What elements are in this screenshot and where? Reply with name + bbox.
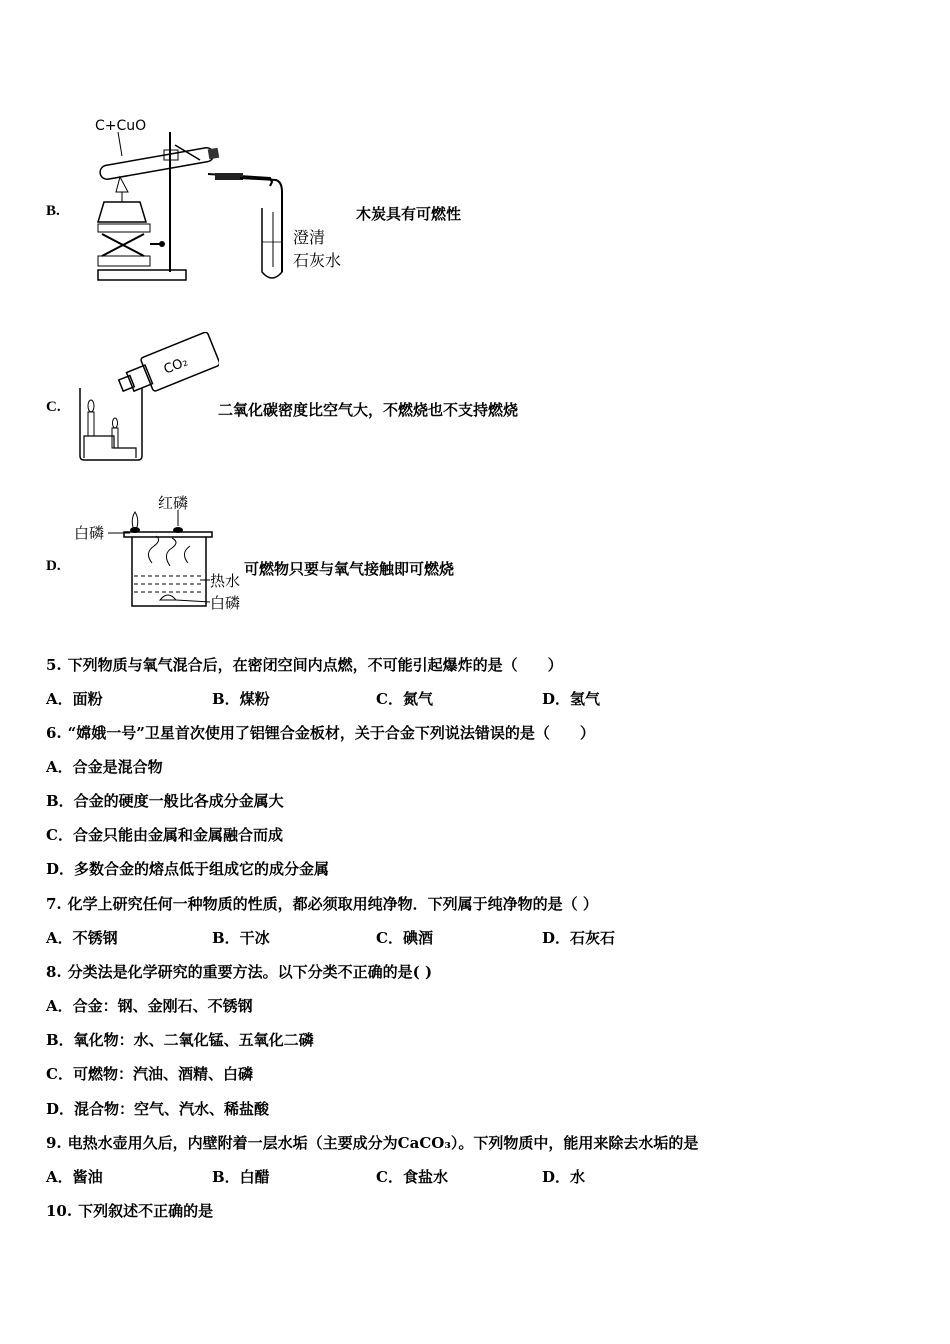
question-number: 8. — [46, 963, 62, 981]
question-number: 7. — [46, 895, 62, 913]
fig-label-white-phosphorus-top: 白磷 — [74, 524, 105, 542]
option-letter-c: C. — [46, 399, 61, 415]
fig-label-red-phosphorus: 红磷 — [158, 494, 189, 512]
question-6-stem — [46, 722, 595, 743]
question-7-stem — [46, 893, 598, 914]
option-c[interactable]: C．食盐水 — [376, 1168, 448, 1186]
option-b[interactable]: B．煤粉 — [212, 690, 270, 708]
question-5-stem — [46, 654, 563, 675]
question-text: “嫦娥一号”卫星首次使用了铝锂合金板材，关于合金下列说法错误的是（ ） — [67, 724, 595, 742]
option-d[interactable]: D．水 — [542, 1168, 586, 1186]
question-8-stem — [46, 961, 432, 982]
option-c-statement: 二氧化碳密度比空气大，不燃烧也不支持燃烧 — [218, 401, 519, 419]
option-letter-d: D. — [46, 558, 61, 574]
fig-label-white-phosphorus-bottom: 白磷 — [210, 594, 241, 612]
question-8-option-d[interactable]: D．混合物：空气、汽水、稀盐酸 — [46, 1100, 270, 1118]
fig-label-c-cuo: C+CuO — [95, 118, 147, 134]
question-number: 6. — [46, 724, 62, 742]
option-a[interactable]: A．酱油 — [46, 1168, 103, 1186]
question-10-stem — [46, 1200, 213, 1221]
question-text: 下列叙述不正确的是 — [78, 1202, 214, 1220]
option-b[interactable]: B．白醋 — [212, 1168, 270, 1186]
question-8-option-a[interactable]: A．合金：钢、金刚石、不锈钢 — [46, 997, 253, 1015]
option-a[interactable]: A．面粉 — [46, 690, 103, 708]
question-6-option-b[interactable]: B．合金的硬度一般比各成分金属大 — [46, 792, 284, 810]
question-6-option-a[interactable]: A．合金是混合物 — [46, 758, 163, 776]
option-c[interactable]: C．氮气 — [376, 690, 433, 708]
question-text: 化学上研究任何一种物质的性质，都必须取用纯净物．下列属于纯净物的是（ ） — [67, 895, 598, 913]
question-number: 5. — [46, 656, 62, 674]
option-a[interactable]: A．不锈钢 — [46, 929, 118, 947]
question-8-option-c[interactable]: C．可燃物：汽油、酒精、白磷 — [46, 1065, 253, 1083]
fig-label-limewater: 石灰水 — [293, 251, 342, 270]
fig-label-clear: 澄清 — [293, 228, 326, 247]
co2-pouring-figure — [74, 332, 219, 462]
question-number: 10. — [46, 1202, 73, 1220]
question-9-stem — [46, 1132, 698, 1153]
carbon-reduction-apparatus-figure — [90, 112, 355, 290]
fig-label-hot-water: 热水 — [210, 572, 241, 590]
question-8-option-b[interactable]: B．氧化物：水、二氧化锰、五氧化二磷 — [46, 1031, 314, 1049]
question-text: 分类法是化学研究的重要方法。以下分类不正确的是( ) — [67, 963, 433, 981]
option-c[interactable]: C．碘酒 — [376, 929, 433, 947]
question-6-option-c[interactable]: C．合金只能由金属和金属融合而成 — [46, 826, 283, 844]
option-d-statement: 可燃物只要与氧气接触即可燃烧 — [244, 560, 455, 578]
option-letter-b: B. — [46, 203, 60, 219]
option-b[interactable]: B．干冰 — [212, 929, 270, 947]
phosphorus-combustion-figure — [72, 488, 252, 618]
option-d[interactable]: D．石灰石 — [542, 929, 616, 947]
option-b-statement: 木炭具有可燃性 — [356, 205, 462, 223]
option-d[interactable]: D．氢气 — [542, 690, 601, 708]
question-6-option-d[interactable]: D．多数合金的熔点低于组成它的成分金属 — [46, 860, 330, 878]
question-text: 下列物质与氧气混合后，在密闭空间内点燃，不可能引起爆炸的是（ ） — [67, 656, 563, 674]
question-number: 9. — [46, 1134, 62, 1152]
fig-label-co2: CO₂ — [161, 354, 191, 378]
question-text: 电热水壶用久后，内壁附着一层水垢（主要成分为CaCO₃）。下列物质中，能用来除去水垢的是 — [67, 1134, 699, 1152]
